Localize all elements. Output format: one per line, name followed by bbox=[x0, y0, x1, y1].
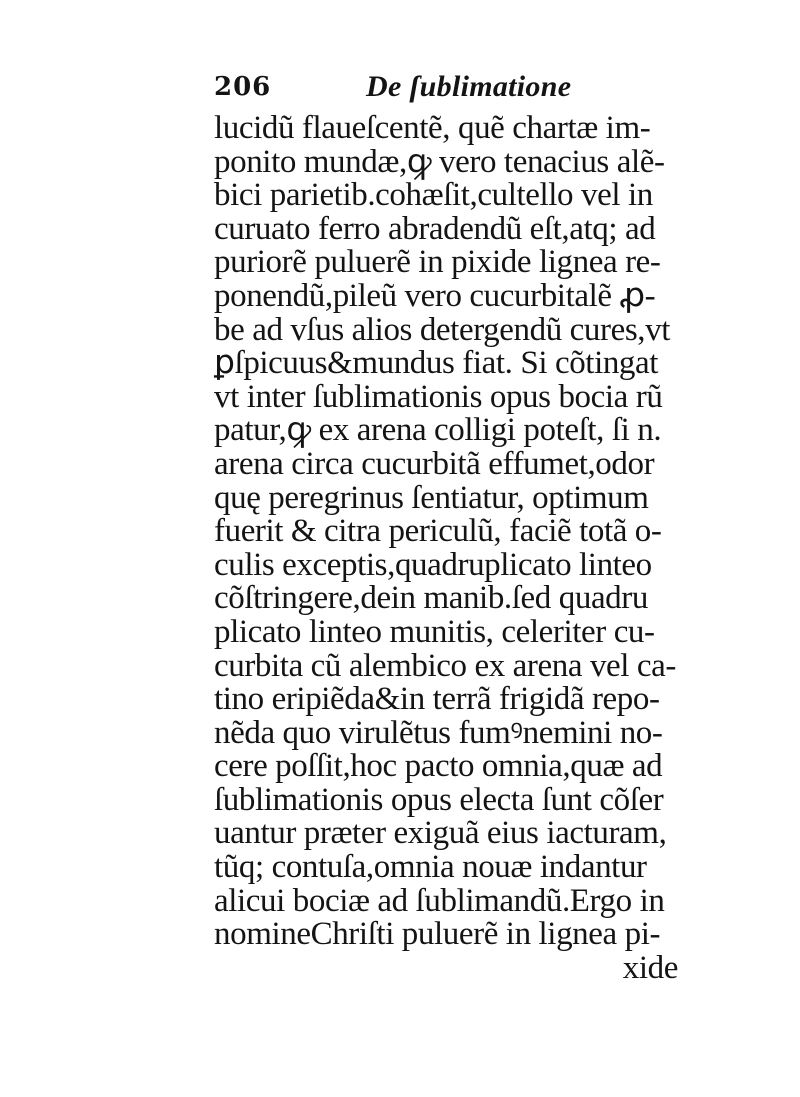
text-line: puriorẽ puluerẽ in pixide lignea re- bbox=[214, 244, 661, 281]
text-line: curuato ferro abradendũ eſt,atq; ad bbox=[214, 210, 656, 247]
text-line: tũq; contuſa,omnia nouæ indantur bbox=[214, 849, 647, 886]
text-line: ponendũ,pileũ vero cucurbitalẽ ꝓ- bbox=[214, 277, 656, 314]
text-line: tino eripiẽda&in terrã frigidã repo- bbox=[214, 681, 660, 718]
text-line: ponito mundæ,ꝙ vero tenacius alẽ- bbox=[214, 143, 665, 180]
text-line: plicato linteo munitis, celeriter cu- bbox=[214, 613, 655, 650]
text-line: alicui bociæ ad ſublimandũ.Ergo in bbox=[214, 882, 665, 919]
text-line: be ad vſus alios detergendũ cures,vt bbox=[214, 311, 671, 348]
text-line: fuerit & citra periculũ, faciẽ totã o- bbox=[214, 513, 662, 550]
text-line: cere poſſit,hoc pacto omnia,quæ ad bbox=[214, 748, 663, 785]
text-line: curbita cũ alembico ex arena vel ca- bbox=[214, 647, 676, 684]
text-line: ꝑſpicuus&mundus fiat. Si cõtingat bbox=[214, 345, 659, 382]
catchword: xide bbox=[622, 949, 678, 986]
text-line: arena circa cucurbitã effumet,odor bbox=[214, 445, 655, 482]
text-line: patur,ꝙ ex arena colligi poteſt, ſi n. bbox=[214, 412, 662, 449]
text-line: vt inter ſublimationis opus bocia rũ bbox=[214, 378, 663, 415]
text-line: nomineChriſti puluerẽ in lignea pi- bbox=[214, 916, 661, 953]
page-header bbox=[214, 70, 664, 110]
page-number: 206 bbox=[214, 72, 272, 102]
text-line: ſublimationis opus electa ſunt cõſer bbox=[214, 781, 664, 818]
text-line: bici parietib.cohæſit,cultello vel in bbox=[214, 177, 653, 214]
body-text bbox=[214, 112, 684, 985]
text-line: lucidũ flaueſcentẽ, quẽ chartæ im- bbox=[214, 110, 651, 146]
text-line: quę peregrinus ſentiatur, optimum bbox=[214, 479, 649, 516]
text-line: culis exceptis,quadruplicato linteo bbox=[214, 546, 652, 583]
text-line: cõſtringere,dein manib.ſed quadru bbox=[214, 580, 648, 617]
text-line: uantur præter exiguã eius iacturam, bbox=[214, 815, 667, 852]
running-title: De ſublimatione bbox=[366, 70, 572, 103]
text-line: nẽda quo virulẽtus fumꝰnemini no- bbox=[214, 714, 663, 751]
